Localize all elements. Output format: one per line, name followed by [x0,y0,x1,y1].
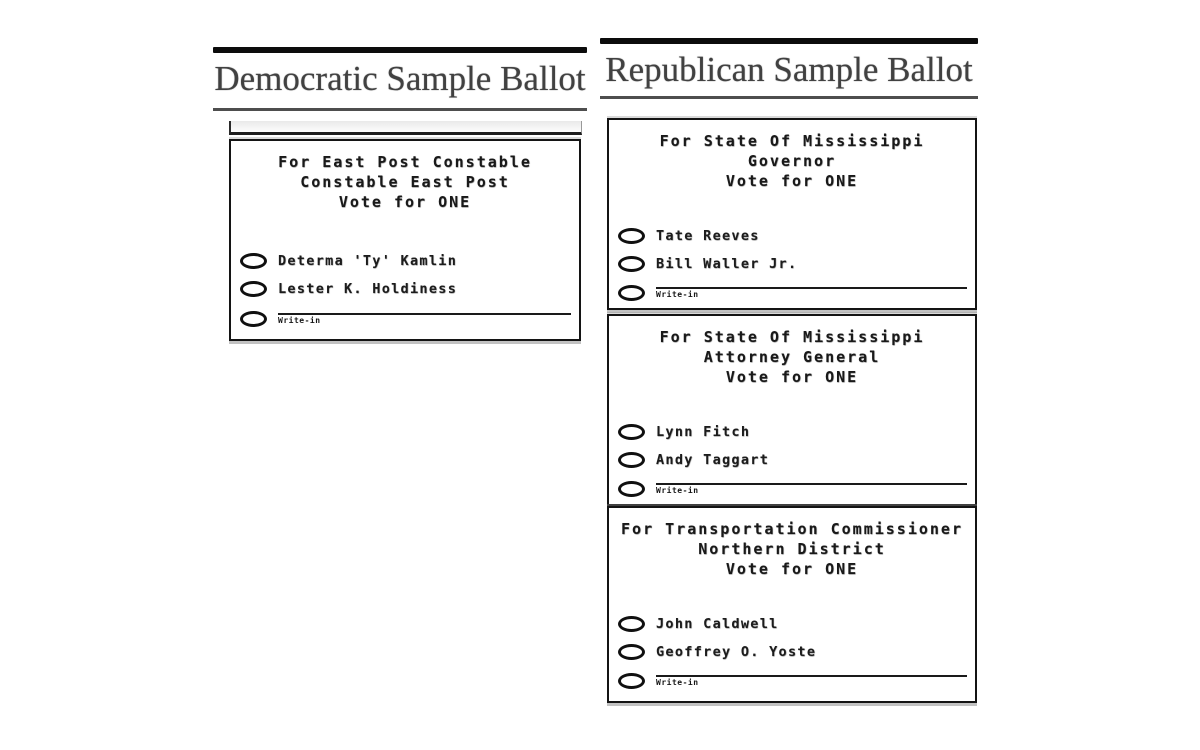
fill-oval[interactable] [240,281,267,297]
democratic-ballot-title: Democratic Sample Ballot [214,59,586,98]
write-in-line[interactable] [656,287,967,289]
candidate-row [618,424,967,440]
fill-oval[interactable] [618,616,645,632]
candidate-list [609,508,975,701]
republican-ballot [600,38,978,710]
candidate-list [609,120,975,308]
write-in-area [656,675,967,687]
clipped-box-remnant [229,121,582,135]
office-line: For East Post Constable [278,153,532,171]
office-line: Governor [747,152,837,170]
top-bar [600,38,978,44]
write-in-row [240,311,571,327]
contest-transportation-commissioner [607,506,977,703]
top-bar [213,47,587,53]
candidate-row [240,281,571,297]
fill-oval[interactable] [240,311,267,327]
write-in-row [618,285,967,301]
write-in-line[interactable] [656,675,967,677]
vote-instruction: Vote for ONE [725,368,859,386]
title-rule [213,108,587,111]
write-in-label: Write-in [278,316,321,325]
candidate-row [618,256,967,272]
candidate-row [618,616,967,632]
office-line: Attorney General [703,348,881,366]
fill-oval[interactable] [618,644,645,660]
write-in-label: Write-in [656,290,699,299]
candidate-name: Andy Taggart [656,452,770,468]
candidate-row [618,228,967,244]
office-line: For State Of Mississippi [659,132,925,150]
write-in-row [618,481,967,497]
republican-ballot-title: Republican Sample Ballot [605,50,973,89]
write-in-line[interactable] [656,483,967,485]
candidate-list [231,141,579,339]
fill-oval[interactable] [618,481,645,497]
fill-oval[interactable] [240,253,267,269]
office-line: For State Of Mississippi [659,328,925,346]
candidate-name: Lynn Fitch [656,424,751,440]
fill-oval[interactable] [618,452,645,468]
democratic-ballot [213,47,587,357]
office-line: Constable East Post [300,173,510,191]
office-line: For Transportation Commissioner [621,520,963,538]
candidate-row [618,644,967,660]
office-line: Northern District [698,540,886,558]
write-in-line[interactable] [278,313,571,315]
candidate-name: Bill Waller Jr. [656,256,798,272]
candidate-row [618,452,967,468]
fill-oval[interactable] [618,256,645,272]
write-in-area [656,483,967,495]
fill-oval[interactable] [618,424,645,440]
vote-instruction: Vote for ONE [338,193,472,211]
fill-oval[interactable] [618,228,645,244]
candidate-name: Lester K. Holdiness [278,281,458,297]
candidate-name: Determa 'Ty' Kamlin [278,253,458,269]
title-rule [600,96,978,99]
write-in-label: Write-in [656,486,699,495]
contest-east-post-constable [229,139,581,341]
vote-instruction: Vote for ONE [725,172,859,190]
write-in-row [618,673,967,689]
candidate-name: Geoffrey O. Yoste [656,644,817,660]
fill-oval[interactable] [618,673,645,689]
contest-governor [607,118,977,310]
candidate-row [240,253,571,269]
write-in-area [278,313,571,325]
write-in-label: Write-in [656,678,699,687]
fill-oval[interactable] [618,285,645,301]
candidate-name: John Caldwell [656,616,779,632]
write-in-area [656,287,967,299]
vote-instruction: Vote for ONE [725,560,859,578]
contest-attorney-general [607,314,977,506]
candidate-list [609,316,975,504]
candidate-name: Tate Reeves [656,228,760,244]
